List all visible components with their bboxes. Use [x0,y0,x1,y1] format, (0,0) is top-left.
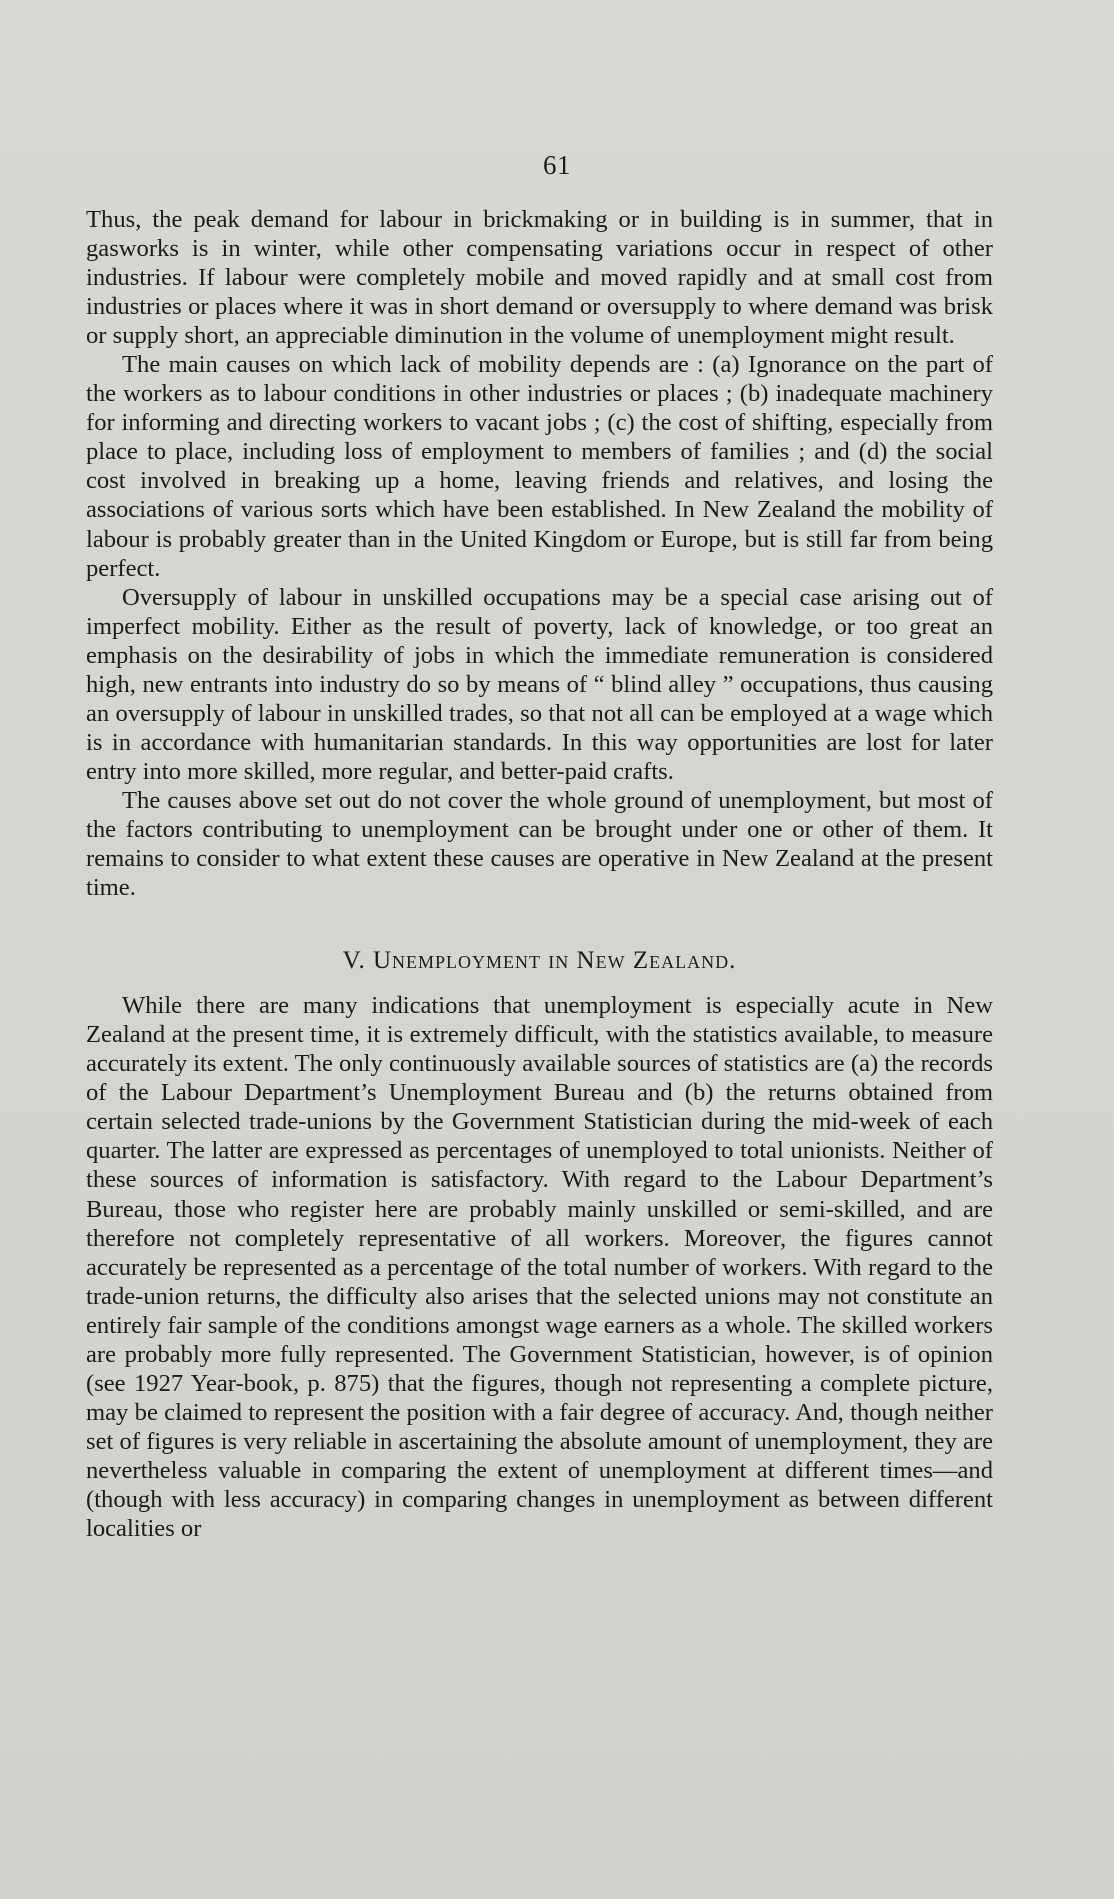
paragraph-oversupply: Oversupply of labour in unskilled occupations may be a special case arising out of imperfect mobility. Either as the result of poverty, lack of knowledge, or too great an emphasis on the desirability of jobs in which the immediate remuneration is considered high, new entrants into industry do so by means of “ blind alley ” occupations, thus causing an oversupply of labour in unskilled trades, so that not all can be employed at a wage which is in accordance with humanitarian standards. In this way opportunities are lost for later entry into more skilled, more regular, and better-paid crafts. [86,583,993,785]
paragraph-unemployment-statistics: While there are many indications that unemployment is especially acute in New Zealand at the present time, it is extremely difficult, with the statistics available, to measure accurately its extent. The only continuously available sources of statistics are (a) the records of the Labour Department’s Unemployment Bureau and (b) the returns obtained from certain selected trade-unions by the Government Statistician during the mid-week of each quarter. The latter are expressed as percentages of unemployed to total unionists. Neither of these sources of information is satisfactory. With regard to the Labour Department’s Bureau, those who register here are probably mainly unskilled or semi-skilled, and are therefore not completely representative of all workers. Moreover, the figures cannot accurately be represented as a percentage of the total number of workers. With regard to the trade-union returns, the difficulty also arises that the selected unions may not constitute an entirely fair sample of the conditions amongst wage earners as a whole. The skilled workers are probably more fully represented. The Government Statistician, however, is of opinion (see 1927 Year-book, p. 875) that the figures, though not representing a complete picture, may be claimed to represent the position with a fair degree of accuracy. And, though neither set of figures is very reliable in ascertaining the absolute amount of unemployment, they are nevertheless valuable in comparing the extent of unemployment at different times—and (though with less accuracy) in comparing changes in unemployment as between different localities or [86,992,993,1543]
paragraph-peak-demand: Thus, the peak demand for labour in brickmaking or in building is in summer, that in gasworks is in winter, while other compensating variations occur in respect of other industries. If labour were completely mobile and moved rapidly and at small cost from industries or places where it was in short demand or oversupply to where demand was brisk or supply short, an appreciable diminution in the volume of unemployment might result. [86,206,993,350]
section-heading: V. Unemployment in New Zealand. [342,947,737,975]
body-text [86,205,993,1543]
paragraph-causes-summary: The causes above set out do not cover the whole ground of unemployment, but most of the factors contributing to unemployment can be brought under one or other of them. It remains to consider to what extent these causes are operative in New Zealand at the present time. [86,786,993,902]
page-number: 61 [543,150,571,180]
paragraph-mobility-causes: The main causes on which lack of mobility depends are : (a) Ignorance on the part of the workers as to labour conditions in other industries or places ; (b) inadequate machinery for informing and directing workers to vacant jobs ; (c) the cost of shifting, especially from place to place, including loss of employment to members of families ; and (d) the social cost involved in breaking up a home, leaving friends and relatives, and losing the associations of various sorts which have been established. In New Zealand the mobility of labour is probably greater than in the United Kingdom or Europe, but is still far from being perfect. [86,351,993,582]
